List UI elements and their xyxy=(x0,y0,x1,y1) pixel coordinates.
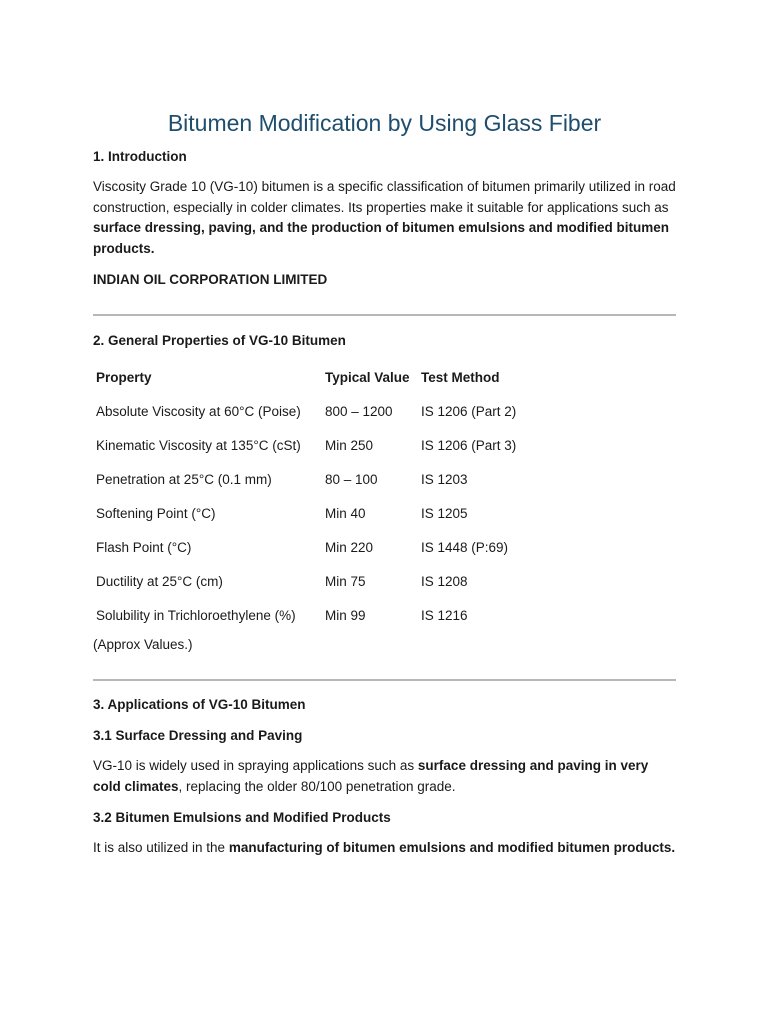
cell-test-method: IS 1203 xyxy=(421,472,468,487)
cell-property: Solubility in Trichloroethylene (%) xyxy=(96,608,296,623)
table-row xyxy=(93,497,544,531)
cell-property: Softening Point (°C) xyxy=(96,506,216,521)
intro-text-bold: surface dressing, paving, and the production of bitumen emulsions and modified bitumen products. xyxy=(93,220,670,256)
cell-typical-value: 80 – 100 xyxy=(325,472,378,487)
cell-property: Flash Point (°C) xyxy=(96,540,192,555)
emulsions-paragraph xyxy=(93,838,676,859)
cell-typical-value: Min 250 xyxy=(325,438,374,453)
cell-test-method: IS 1206 (Part 3) xyxy=(421,438,517,453)
cell-test-method: IS 1448 (P:69) xyxy=(421,540,509,555)
table-row xyxy=(93,463,544,497)
subsection-heading-emulsions: 3.2 Bitumen Emulsions and Modified Products xyxy=(93,810,391,825)
cell-property: Penetration at 25°C (0.1 mm) xyxy=(96,472,272,487)
section-divider xyxy=(93,314,676,316)
section-heading-applications: 3. Applications of VG-10 Bitumen xyxy=(93,697,306,712)
table-row xyxy=(93,395,544,429)
table-row xyxy=(93,565,544,599)
cell-typical-value: Min 40 xyxy=(325,506,366,521)
table-row xyxy=(93,531,544,565)
emulsions-text: It is also utilized in the xyxy=(93,840,229,855)
cell-test-method: IS 1216 xyxy=(421,608,468,623)
cell-property: Ductility at 25°C (cm) xyxy=(96,574,223,589)
cell-test-method: IS 1205 xyxy=(421,506,468,521)
surface-dressing-text-end: , replacing the older 80/100 penetration grade. xyxy=(178,778,456,794)
column-header-property: Property xyxy=(96,370,152,385)
table-row xyxy=(93,599,544,633)
surface-dressing-text: VG-10 is widely used in spraying applications such as xyxy=(93,758,418,773)
properties-table xyxy=(93,361,544,633)
cell-typical-value: Min 75 xyxy=(325,574,366,589)
section-heading-introduction: 1. Introduction xyxy=(93,149,187,164)
cell-property: Absolute Viscosity at 60°C (Poise) xyxy=(96,404,301,419)
emulsions-text-bold: manufacturing of bitumen emulsions and modified bitumen products. xyxy=(228,840,676,855)
section-divider xyxy=(93,679,676,681)
cell-typical-value: Min 220 xyxy=(325,540,374,555)
cell-typical-value: Min 99 xyxy=(325,608,366,623)
company-name: INDIAN OIL CORPORATION LIMITED xyxy=(93,272,328,287)
table-header-row xyxy=(93,361,544,395)
section-heading-properties: 2. General Properties of VG-10 Bitumen xyxy=(93,333,346,348)
cell-test-method: IS 1206 (Part 2) xyxy=(421,404,517,419)
table-row xyxy=(93,429,544,463)
cell-test-method: IS 1208 xyxy=(421,574,468,589)
subsection-heading-surface-dressing: 3.1 Surface Dressing and Paving xyxy=(93,728,303,743)
intro-text: Viscosity Grade 10 (VG-10) bitumen is a specific classification of bitumen primarily utilized in road construction, especially in colder climates. Its properties make it suitable for applications such as xyxy=(93,179,676,215)
cell-typical-value: 800 – 1200 xyxy=(325,404,393,419)
approx-values-note: (Approx Values.) xyxy=(93,637,193,652)
surface-dressing-paragraph xyxy=(93,756,676,797)
surface-dressing-text-bold: surface dressing and paving in very cold climates xyxy=(93,758,649,794)
intro-paragraph xyxy=(93,177,676,259)
column-header-test-method: Test Method xyxy=(421,370,500,385)
cell-property: Kinematic Viscosity at 135°C (cSt) xyxy=(96,438,301,453)
column-header-typical-value: Typical Value xyxy=(325,370,410,385)
document-title: Bitumen Modification by Using Glass Fiber xyxy=(167,110,602,136)
